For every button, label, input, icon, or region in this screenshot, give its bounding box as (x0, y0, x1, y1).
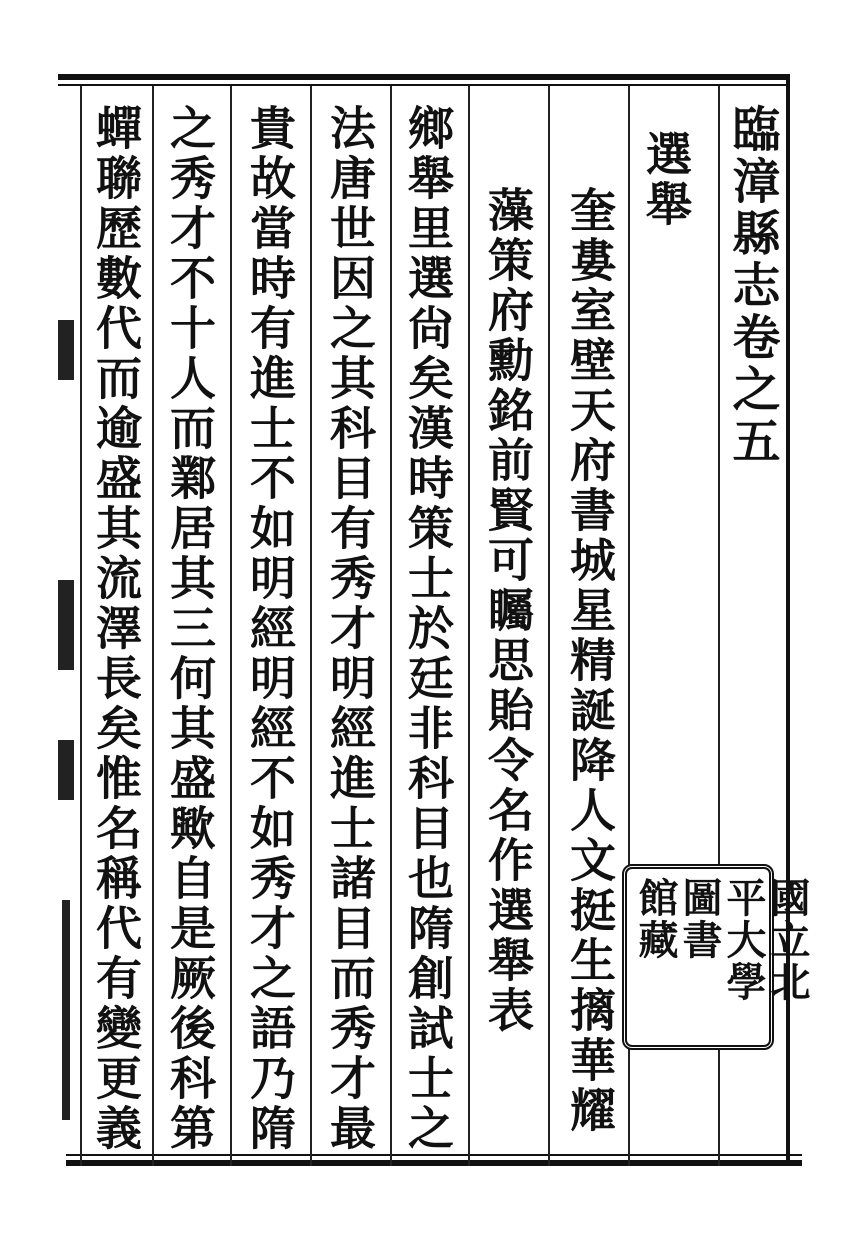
gutter-mark (62, 900, 70, 1120)
text-column-2: 藻策府勳銘前賢可矚思貽令名作選舉表 (481, 186, 535, 1036)
binding-gutter (52, 300, 80, 1120)
text-column-6: 之秀才不十人而鄴居其三何其盛歟自是厥後科第 (163, 104, 217, 1154)
top-border-rule (58, 74, 790, 80)
seal-text-column: 平大學 (720, 877, 767, 1003)
text-column-3: 鄉舉里選尙矣漢時策士於廷非科目也隋創試士之 (401, 104, 455, 1154)
column-divider (310, 86, 312, 1166)
column-divider (152, 86, 154, 1166)
gutter-mark (58, 740, 74, 800)
column-divider (468, 86, 470, 1166)
column-divider (80, 86, 82, 1166)
seal-text-column: 國立北 (764, 877, 811, 1003)
gutter-mark (58, 580, 74, 670)
column-divider (548, 86, 550, 1166)
volume-title: 臨漳縣志卷之五 (724, 104, 780, 468)
bottom-border-rule (66, 1160, 802, 1166)
seal-text-column: 館藏 (632, 877, 679, 961)
section-heading: 選舉 (639, 130, 693, 230)
gutter-mark (58, 320, 74, 380)
text-column-7: 蟬聯歷數代而逾盛其流澤長矣惟名稱代有變更義 (89, 104, 143, 1154)
text-column-5: 貴故當時有進士不如明經明經不如秀才之語乃隋 (243, 104, 297, 1154)
column-divider (230, 86, 232, 1166)
top-border-thin-rule (58, 84, 790, 86)
library-seal-stamp (622, 864, 811, 1050)
text-column-4: 法唐世因之其科目有秀才明經進士諸目而秀才最 (323, 104, 377, 1154)
text-column-1: 奎婁室壁天府書城星精誕降人文挺生摛華耀 (563, 186, 617, 1136)
seal-text-column: 圖書 (676, 877, 723, 961)
bottom-border-thin-rule (66, 1154, 802, 1156)
column-divider (390, 86, 392, 1166)
